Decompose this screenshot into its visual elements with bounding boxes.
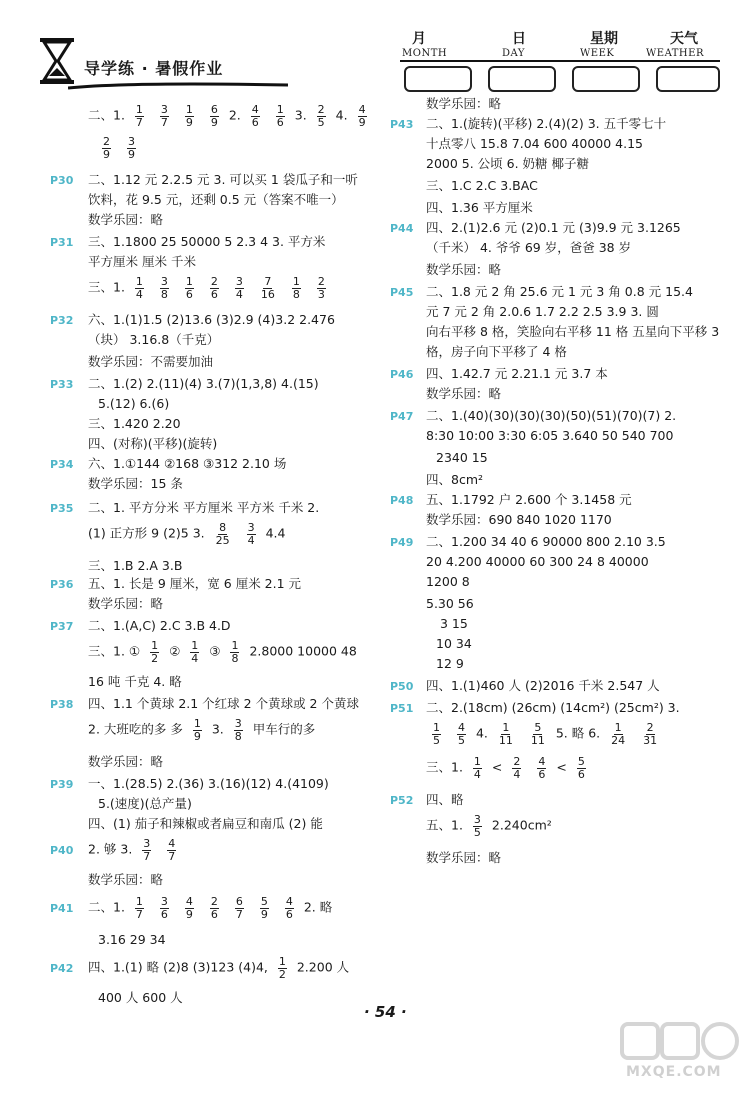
watermark-text: MXQE.COM [626,1064,722,1080]
answer-line: 四、略 [426,792,464,807]
page-ref-p51: P51 [390,702,414,715]
answer-line: 四、1.36 平方厘米 [426,200,533,215]
fraction [260,896,269,920]
denominator: 4 [247,533,255,547]
answer-line: 饮料，花 9.5 元，还剩 0.5 元（答案不唯一） [88,192,344,207]
watermark-icon [618,1020,742,1064]
denominator: 9 [185,115,193,129]
answer-line: 5.30 56 [426,596,474,611]
page-ref-p41: P41 [50,902,74,915]
numerator: 3 [473,813,481,826]
numerator: 8 [219,521,227,534]
month-input-box[interactable] [404,66,472,92]
fraction [160,104,169,128]
fraction [150,640,159,664]
fraction [210,276,219,300]
numerator: 3 [234,717,242,730]
numerator: 7 [264,275,272,288]
weather-en: WEATHER [646,48,704,59]
answer-line: （千米） 4. 爷爷 69 岁，爸爸 38 岁 [426,240,632,255]
fraction [235,896,244,920]
answer-text: 五、1. [426,817,463,833]
denominator: 7 [160,115,168,129]
answer-line: 二、1.12 元 2.2.5 元 3. 可以买 1 袋瓜子和一听 [88,172,358,187]
fraction [432,722,441,746]
denominator: 7 [143,849,151,863]
answer-line: 二、1.8 元 2 角 25.6 元 1 元 3 角 0.8 元 15.4 [426,284,693,299]
page-ref-p34: P34 [50,458,74,471]
numerator: 2 [646,721,654,734]
fraction [285,896,294,920]
numerator: 4 [457,721,465,734]
answer-line: 元 7 元 2 角 2.0.6 1.7 2.2 2.5 3.9 3. 圆 [426,304,659,319]
page-ref-p44: P44 [390,222,414,235]
numerator: 3 [160,103,168,116]
denominator: 9 [103,147,110,161]
numerator: 4 [185,895,193,908]
denominator: 9 [210,115,218,129]
fraction [498,722,514,746]
answer-line: 数学乐园：690 840 1020 1170 [426,512,612,527]
answer-line: 1200 8 [426,574,470,589]
answer-line: 五、1. 长是 9 厘米，宽 6 厘米 2.1 元 [88,576,302,591]
denominator: 6 [185,287,193,301]
page-ref-p52: P52 [390,794,414,807]
numerator: 1 [473,755,481,768]
denominator: 9 [127,147,135,161]
fraction [473,814,482,838]
denominator: 3 [317,287,325,301]
weather-label: 天气 [670,31,698,47]
numerator: 4 [168,837,176,850]
denominator: 11 [498,733,513,747]
fraction [473,756,482,780]
numerator: 5 [577,755,585,768]
answer-line [88,956,349,980]
denominator: 4 [473,767,481,781]
denominator: 11 [530,733,545,747]
answer-line: 数学乐园：略 [88,596,164,611]
page-ref-p37: P37 [50,620,74,633]
fraction [610,722,626,746]
answer-text: 二、1. [88,899,125,915]
answer-text: 2.200 人 [296,959,350,975]
numerator: 1 [193,717,201,730]
denominator: 25 [215,533,230,547]
fraction [185,896,194,920]
numerator: 1 [292,275,300,288]
denominator: 9 [185,907,193,921]
page-ref-p40: P40 [50,844,74,857]
answer-line: 5.(12) 6.(6) [98,396,170,411]
numerator: 4 [358,103,366,116]
fraction [190,640,199,664]
answer-line: 数学乐园：不需要加油 [88,354,214,369]
fraction [135,896,144,920]
numerator: 2 [210,895,218,908]
numerator: 1 [185,275,193,288]
fraction [193,718,202,742]
answer-line: 四、(对称)(平移)(旋转) [88,436,218,451]
answer-line: 一、1.(28.5) 2.(36) 3.(16)(12) 4.(4109) [88,776,329,791]
page-ref-p33: P33 [50,378,74,391]
answer-line: 数学乐园：略 [426,850,502,865]
page-ref-p49: P49 [390,536,414,549]
fraction [160,276,169,300]
answer-line: 五、1.1792 户 2.600 个 3.1458 元 [426,492,632,507]
fraction [251,104,260,128]
fraction [230,640,239,664]
denominator: 2 [151,651,159,665]
denominator: 2 [278,967,286,981]
hourglass-icon [36,36,78,86]
brand-underline [68,82,288,90]
numerator: 4 [251,103,259,116]
date-divider [400,60,720,62]
answer-text: 2. 略 [303,899,333,915]
answer-line: 四、(1) 茄子和辣椒或者扁豆和南瓜 (2) 能 [88,816,323,831]
fraction [135,276,144,300]
numerator: 6 [210,103,218,116]
numerator: 6 [235,895,243,908]
answer-line: 二、2.(18cm) (26cm) (14cm²) (25cm²) 3. [426,700,680,715]
denominator: 5 [317,115,325,129]
fraction [127,136,136,160]
denominator: 8 [234,729,242,743]
answer-line: 20 4.200 40000 60 300 24 8 40000 [426,554,649,569]
brand-logo [28,30,358,90]
answer-line: 二、1.200 34 40 6 90000 800 2.10 3.5 [426,534,666,549]
denominator: 6 [160,907,168,921]
answer-line: 数学乐园：略 [88,754,164,769]
denominator: 24 [611,733,626,747]
denominator: 4 [513,767,521,781]
page-ref-p35: P35 [50,502,74,515]
denominator: 5 [473,825,481,839]
page-ref-p42: P42 [50,962,74,975]
answer-line: 10 34 [436,636,472,651]
numerator: 3 [160,895,168,908]
answer-line: 六、1.①144 ②168 ③312 2.10 场 [88,456,287,471]
weekday-label: 星期 [590,31,618,47]
answer-line: 三、1.B 2.A 3.B [88,558,183,573]
weekday-en: WEEK [580,48,615,59]
answer-line: 平方厘米 厘米 千米 [88,254,196,269]
numerator: 1 [614,721,622,734]
answer-line: 向右平移 8 格，笑脸向右平移 11 格 五星向下平移 3 [426,324,720,339]
fraction [512,756,521,780]
page-ref-p31: P31 [50,236,74,249]
denominator: 8 [292,287,300,301]
page-ref-p45: P45 [390,286,414,299]
answer-text: 4.4 [265,525,286,541]
numerator: 4 [285,895,293,908]
numerator: 1 [135,895,143,908]
answer-text: 5. 略 6. [555,725,601,741]
denominator: 5 [433,733,440,747]
answer-text: < [556,759,567,775]
answer-line: 数学乐园：15 条 [88,476,183,491]
numerator: 5 [534,721,542,734]
answer-line: 二、1.(2) 2.(11)(4) 3.(7)(1,3,8) 4.(15) [88,376,319,391]
fraction [577,756,586,780]
answer-text: 2. 够 3. [88,841,133,857]
answer-text: 2. [228,107,241,123]
fraction [235,276,244,300]
answer-line: 二、1.(A,C) 2.C 3.B 4.D [88,618,231,633]
denominator: 6 [251,115,259,129]
page-ref-p36: P36 [50,578,74,591]
answer-line: 2000 5. 公顷 6. 奶糖 椰子糖 [426,156,590,171]
fraction [358,104,367,128]
numerator: 1 [185,103,193,116]
fraction [160,896,169,920]
answer-line [88,104,373,128]
answer-line: 三、1.C 2.C 3.BAC [426,178,538,193]
answer-line: 三、1.1800 25 50000 5 2.3 4 3. 平方米 [88,234,326,249]
page-ref-p39: P39 [50,778,74,791]
answer-text: 2.8000 10000 48 [249,643,357,659]
numerator: 1 [135,103,143,116]
weather-input-box[interactable] [656,66,720,92]
fraction [215,522,231,546]
denominator: 8 [231,651,239,665]
numerator: 3 [247,521,255,534]
answer-line: 二、1.(40)(30)(30)(30)(50)(51)(70)(7) 2. [426,408,677,423]
answer-text: 四、1.(1) 略 (2)8 (3)123 (4)4, [88,959,268,975]
fraction [185,276,194,300]
answer-line: 5.(速度)(总产量) [98,796,192,811]
date-header [400,28,720,98]
fraction [234,718,243,742]
fraction [247,522,256,546]
numerator: 1 [231,639,239,652]
answer-line: 四、1.1 个黄球 2.1 个红球 2 个黄球或 2 个黄球 [88,696,359,711]
answer-text: 甲车行的多 [252,721,316,737]
answer-line: 数学乐园：略 [426,262,502,277]
answer-line [426,756,592,780]
answer-line: 四、8cm² [426,472,484,487]
answer-line [88,718,315,742]
answer-text: < [491,759,503,775]
page-ref-p43: P43 [390,118,414,131]
denominator: 6 [210,907,218,921]
answer-line: 格，房子向下平移了 4 格 [426,344,567,359]
denominator: 9 [193,729,201,743]
answer-text: ③ [209,643,221,659]
answer-line: 16 吨 千克 4. 略 [88,674,182,689]
numerator: 1 [191,639,199,652]
fraction [135,104,144,128]
answer-line: 数学乐园：略 [426,96,502,111]
answer-text: 2.240cm² [491,817,552,833]
fraction [317,104,326,128]
answer-line: 十点零八 15.8 7.04 600 40000 4.15 [426,136,643,151]
brand-title: 导学练 · 暑假作业 [84,59,224,78]
answer-line [88,896,332,920]
answer-text: 2. 大班吃的多 多 [88,721,183,737]
denominator: 31 [643,733,658,747]
denominator: 7 [135,907,143,921]
fraction [210,896,219,920]
denominator: 9 [358,115,366,129]
answer-line [96,136,142,160]
denominator: 9 [260,907,268,921]
numerator: 2 [317,275,325,288]
denominator: 16 [260,287,275,301]
numerator: 3 [235,275,243,288]
month-label: 月 [412,31,426,47]
answer-text: 三、1. ① [88,643,141,659]
numerator: 1 [151,639,159,652]
numerator: 1 [502,721,510,734]
answer-text: 三、1. [426,759,463,775]
answer-line: 数学乐园：略 [88,212,164,227]
answer-text: (1) 正方形 9 (2)5 3. [88,525,205,541]
denominator: 5 [457,733,465,747]
fraction [292,276,301,300]
answer-line: 3 15 [440,616,468,631]
weekday-input-box[interactable] [572,66,640,92]
answer-line: 3.16 29 34 [98,932,166,947]
numerator: 1 [433,721,440,734]
fraction [142,838,151,862]
day-label: 日 [512,31,526,47]
fraction [278,956,287,980]
answer-line [88,640,357,664]
denominator: 6 [210,287,218,301]
page-ref-p38: P38 [50,698,74,711]
answer-line [426,814,552,838]
fraction [210,104,219,128]
answer-line: 四、1.(1)460 人 (2)2016 千米 2.547 人 [426,678,660,693]
answer-line: 二、1. 平方分米 平方厘米 平方米 千米 2. [88,500,320,515]
denominator: 4 [235,287,243,301]
fraction [537,756,546,780]
answer-line: 12 9 [436,656,464,671]
month-en: MONTH [402,48,448,59]
answer-line: 三、1.420 2.20 [88,416,181,431]
fraction [102,136,111,160]
numerator: 1 [278,955,286,968]
numerator: 3 [127,135,135,148]
denominator: 6 [577,767,585,781]
numerator: 1 [135,275,143,288]
fraction [530,722,546,746]
numerator: 2 [103,135,110,148]
answer-line [88,276,332,300]
answer-line: （块） 3.16.8（千克） [88,332,220,347]
page-ref-p32: P32 [50,314,74,327]
page-ref-p47: P47 [390,410,414,423]
denominator: 6 [285,907,293,921]
page-ref-p50: P50 [390,680,414,693]
answer-text: ② [169,643,181,659]
watermark-logo [618,1020,742,1084]
denominator: 8 [160,287,168,301]
fraction [185,104,194,128]
answer-line: 六、1.(1)1.5 (2)13.6 (3)2.9 (4)3.2 2.476 [88,312,335,327]
denominator: 7 [135,115,143,129]
answer-line: 400 人 600 人 [98,990,183,1005]
answer-text: 3. [294,107,307,123]
answer-line [88,838,182,862]
denominator: 7 [235,907,243,921]
denominator: 6 [276,115,284,129]
numerator: 1 [276,103,284,116]
page-ref-p46: P46 [390,368,414,381]
answer-text: 二、1. [88,107,125,123]
denominator: 7 [168,849,176,863]
answer-text: 4. [335,107,348,123]
answer-line: 数学乐园：略 [88,872,164,887]
day-en: DAY [502,48,525,59]
numerator: 4 [538,755,546,768]
fraction [167,838,176,862]
numerator: 3 [160,275,168,288]
fraction [642,722,658,746]
page-ref-p30: P30 [50,174,74,187]
denominator: 4 [191,651,199,665]
numerator: 5 [260,895,268,908]
answer-text: 三、1. [88,279,125,295]
day-input-box[interactable] [488,66,556,92]
answer-line: 四、1.42.7 元 2.21.1 元 3.7 本 [426,366,608,381]
answer-line: 8:30 10:00 3:30 6:05 3.640 50 540 700 [426,428,674,443]
numerator: 2 [210,275,218,288]
answer-line: 数学乐园：略 [426,386,502,401]
page-number: · 54 · [364,1003,407,1021]
numerator: 2 [317,103,325,116]
page-ref-p48: P48 [390,494,414,507]
fraction [260,276,276,300]
answer-line: 二、1.(旋转)(平移) 2.(4)(2) 3. 五千零七十 [426,116,667,131]
fraction [457,722,466,746]
answer-line [88,522,285,546]
fraction [317,276,326,300]
denominator: 6 [538,767,546,781]
answer-line: 2340 15 [436,450,488,465]
answer-text: 3. [211,721,224,737]
answer-text: 4. [475,725,488,741]
answer-line [426,722,664,746]
answer-line: 四、2.(1)2.6 元 (2)0.1 元 (3)9.9 元 3.1265 [426,220,681,235]
numerator: 3 [143,837,151,850]
numerator: 2 [513,755,521,768]
fraction [276,104,285,128]
denominator: 4 [135,287,143,301]
